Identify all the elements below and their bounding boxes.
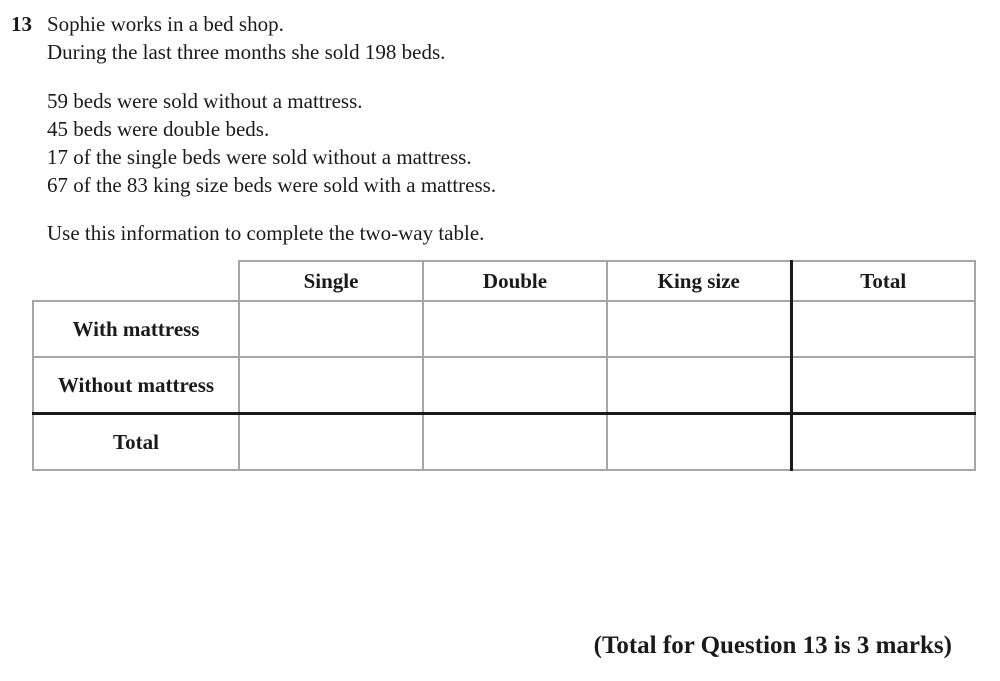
table-corner-blank: [33, 261, 239, 301]
answer-cell[interactable]: [607, 414, 791, 471]
row-header-total: Total: [33, 414, 239, 471]
fact-line-2: 45 beds were double beds.: [47, 117, 270, 141]
fact-line-1: 59 beds were sold without a mattress.: [47, 89, 363, 113]
answer-cell[interactable]: [791, 301, 975, 357]
table-header-row: [33, 261, 975, 301]
answer-cell[interactable]: [791, 414, 975, 471]
row-header-without-mattress: Without mattress: [33, 357, 239, 414]
table-row-without-mattress: [33, 357, 975, 414]
fact-line-3: 17 of the single beds were sold without a mattress.: [47, 145, 472, 169]
instruction-text: Use this information to complete the two-way table.: [47, 221, 485, 245]
total-marks-label: (Total for Question 13 is 3 marks): [593, 632, 952, 659]
answer-cell[interactable]: [423, 301, 607, 357]
column-header-double: Double: [423, 261, 607, 301]
intro-line-2: During the last three months she sold 198 beds.: [47, 40, 446, 64]
answer-cell[interactable]: [239, 414, 423, 471]
question-number: 13: [11, 12, 32, 36]
row-header-with-mattress: With mattress: [33, 301, 239, 357]
answer-cell[interactable]: [607, 357, 791, 414]
fact-line-4: 67 of the 83 king size beds were sold with a mattress.: [47, 173, 497, 197]
answer-cell[interactable]: [239, 301, 423, 357]
answer-cell[interactable]: [239, 357, 423, 414]
table-row-with-mattress: [33, 301, 975, 357]
answer-cell[interactable]: [607, 301, 791, 357]
two-way-table: [32, 260, 976, 471]
answer-cell[interactable]: [423, 414, 607, 471]
answer-cell[interactable]: [423, 357, 607, 414]
column-header-total: Total: [791, 261, 975, 301]
column-header-single: Single: [239, 261, 423, 301]
intro-line-1: Sophie works in a bed shop.: [47, 12, 284, 36]
column-header-king-size: King size: [607, 261, 791, 301]
answer-cell[interactable]: [791, 357, 975, 414]
table-row-total: [33, 414, 975, 471]
